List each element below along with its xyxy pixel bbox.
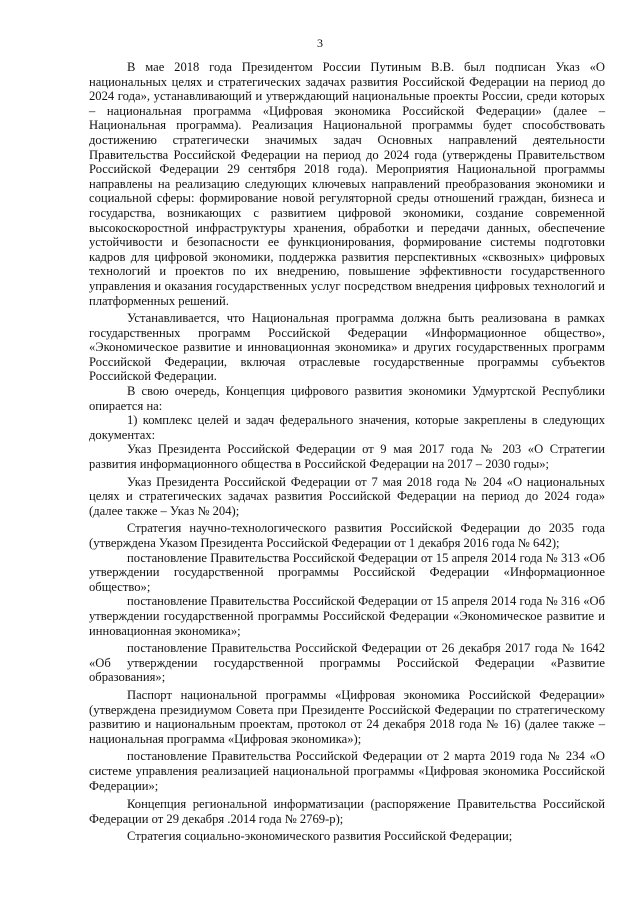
document-item: Паспорт национальной программы «Цифровая экономика Российской Федерации» (утверждена президиумом Совета при Президенте Российской Федерации по стратегическому развитию и национальным проектам, протокол от 24 декабря 2018 года № 16) (далее также – национальная программа «Цифровая экономика»);	[89, 687, 605, 746]
document-item: постановление Правительства Российской Федерации от 2 марта 2019 года № 234 «О системе управления реализацией национальной программы «Цифровая экономика Российской Федерации»;	[89, 749, 605, 793]
paragraph-decree-2018: В мае 2018 года Президентом России Путиным В.В. был подписан Указ «О национальных целях и стратегических задачах развития Российской Федерации на период до 2024 года», устанавливающий и утверждающий национальные проекты России, среди которых – национальная программа «Цифровая экономика Российской Федерации» (далее – Национальная программа). Реализация Национальной программы будет способствовать достижению стратегически значимых задач Основных направлений деятельности Правительства Российской Федерации на период до 2024 года (утверждены Правительством Российской Федерации 29 сентября 2018 года). Мероприятия Национальной программы направлены на реализацию следующих ключевых направлений преобразования экономики и социальной сферы: формирование новой регуляторной среды отношений граждан, бизнеса и государства, возникающих с развитием цифровой экономики, создание современной высокоскоростной инфраструктуры хранения, обработки и передачи данных, обеспечение устойчивости и безопасности ее функционирования, формирование системы подготовки кадров для цифровой экономики, поддержка развития перспективных «сквозных» цифровых технологий и проектов по их внедрению, повышение эффективности государственного управления и оказания государственных услуг посредством внедрения цифровых технологий и платформенных решений.	[89, 60, 605, 308]
document-item: постановление Правительства Российской Федерации от 15 апреля 2014 года № 313 «Об утверждении государственной программы Российской Федерации «Информационное общество»;	[89, 550, 605, 594]
document-item: постановление Правительства Российской Федерации от 26 декабря 2017 года № 1642 «Об утверждении государственной программы Российской Федерации «Развитие образования»;	[89, 641, 605, 685]
document-item: постановление Правительства Российской Федерации от 15 апреля 2014 года № 316 «Об утверждении государственной программы Российской Федерации «Экономическое развитие и инновационная экономика»;	[89, 594, 605, 638]
paragraph-concept-basis: В свою очередь, Концепция цифрового развития экономики Удмуртской Республики опирается на:	[89, 384, 605, 413]
paragraph-national-program: Устанавливается, что Национальная программа должна быть реализована в рамках государственных программ Российской Федерации «Информационное общество», «Экономическое развитие и инновационная экономика» и других государственных программ Российской Федерации, включая отраслевые государственные программы субъектов Российской Федерации.	[89, 311, 605, 384]
document-item: Концепция региональной информатизации (распоряжение Правительства Российской Федерации от 29 декабря .2014 года № 2769-р);	[89, 797, 605, 826]
document-item: Стратегия научно-технологического развития Российской Федерации до 2035 года (утверждена Указом Президента Российской Федерации от 1 декабря 2016 года № 642);	[89, 521, 605, 550]
document-item: Указ Президента Российской Федерации от 7 мая 2018 года № 204 «О национальных целях и стратегических задачах развития Российской Федерации на период до 2024 года» (далее также – Указ № 204);	[89, 474, 605, 518]
list-item-1: 1) комплекс целей и задач федерального значения, которые закреплены в следующих документах:	[89, 413, 605, 442]
document-item: Стратегия социально-экономического развития Российской Федерации;	[127, 829, 513, 844]
document-body	[89, 60, 605, 844]
page-number: 3	[317, 36, 323, 50]
document-item: Указ Президента Российской Федерации от 9 мая 2017 года № 203 «О Стратегии развития информационного общества в Российской Федерации на 2017 – 2030 годы»;	[89, 442, 605, 472]
